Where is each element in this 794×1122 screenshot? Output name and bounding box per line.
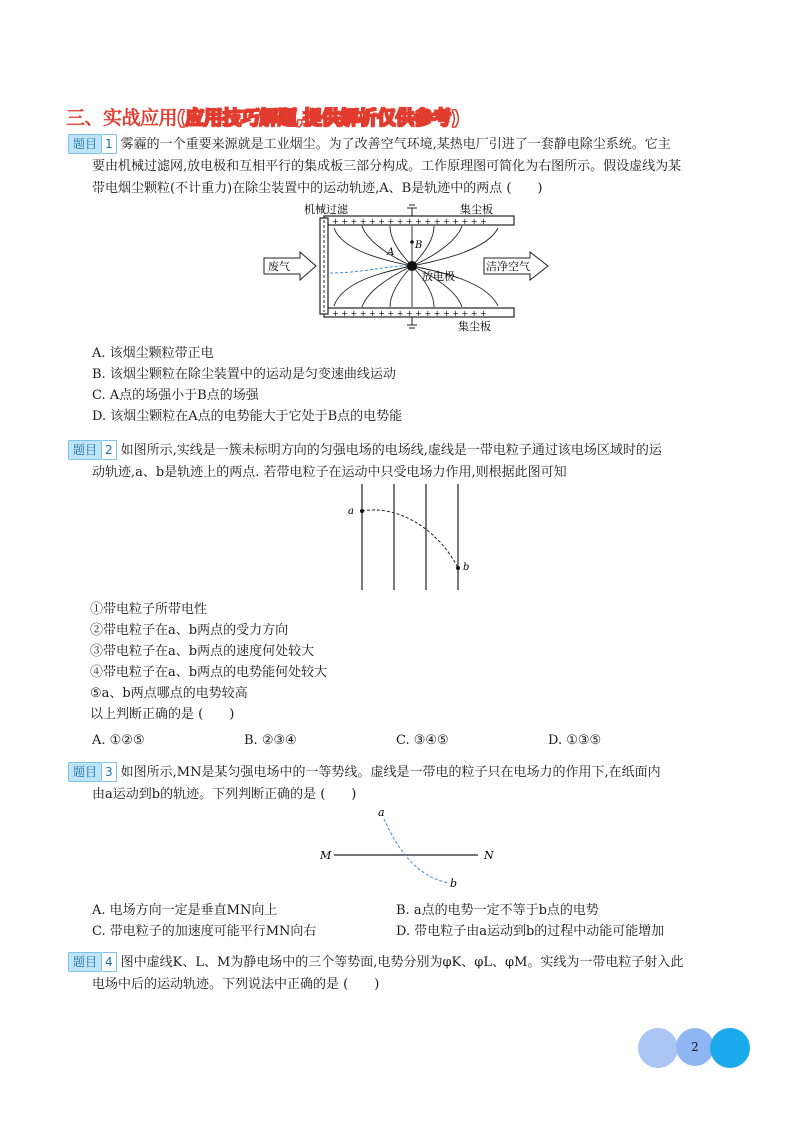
question-tag: 题目: [68, 440, 102, 460]
q1-figure-dust-collector: [262, 200, 552, 335]
q1-options: [92, 342, 402, 426]
q1-line-1: 雾霾的一个重要来源就是工业烟尘。为了改善空气环境,某热电厂引进了一套静电除尘系统。它主: [120, 137, 671, 152]
svg-text:+ + + + + + + + + + + + + + +: + + + + + + + + + + + + + + + + +: [332, 309, 487, 318]
q2-item-5: ⑤a、b两点哪点的电势较高: [90, 686, 248, 701]
label-waste-gas: 废气: [268, 260, 290, 273]
question-tag: 题目: [68, 952, 102, 972]
q1-option-b[interactable]: B. 该烟尘颗粒在除尘装置中的运动是匀变速曲线运动: [92, 367, 396, 382]
discharge-electrode: [407, 261, 417, 271]
section-title-paren: (应用技巧解题,提供解析仅供参考): [177, 107, 460, 129]
page-deco-right: [710, 1028, 750, 1068]
q1-option-c[interactable]: C. A点的场强小于B点的场强: [92, 388, 259, 403]
q2-figure-field-lines: [340, 482, 470, 592]
question-4: [68, 952, 748, 995]
q2-item-1: ①带电粒子所带电性: [90, 602, 208, 617]
q3-option-c[interactable]: C. 带电粒子的加速度可能平行MN向右: [92, 924, 317, 939]
q3-option-d[interactable]: D. 带电粒子由a运动到b的过程中动能可能增加: [396, 924, 665, 939]
q2-items: [90, 598, 327, 724]
q3-line-1: 如图所示,MN是某匀强电场中的一等势线。虚线是一带电的粒子只在电场力的作用下,在纸面内: [120, 765, 661, 780]
page-number-text: 2: [691, 1040, 699, 1054]
label-collector-top: 集尘板: [460, 203, 493, 216]
question-2: [68, 440, 748, 483]
point-b: [456, 566, 460, 570]
q3-line-2: 由a运动到b的轨迹。下列判断正确的是 ( ): [92, 787, 357, 802]
question-3: [68, 762, 748, 805]
page-deco-left: [638, 1028, 678, 1068]
question-1: [68, 134, 748, 199]
q4-line-2: 电场中后的运动轨迹。下列说法中正确的是 ( ): [92, 977, 380, 992]
question-number: 2: [102, 440, 117, 460]
q2-prompt: 以上判断正确的是 ( ): [90, 707, 235, 722]
label-collector-bottom: 集尘板: [458, 320, 491, 333]
question-tag: 题目: [68, 134, 102, 154]
particle-trajectory: [384, 819, 448, 883]
q4-line-1: 图中虚线K、L、M为静电场中的三个等势面,电势分别为φK、φL、φM。实线为一带电粒子射入此: [120, 955, 684, 970]
q2-line-2: 动轨迹,a、b是轨迹上的两点. 若带电粒子在运动中只受电场力作用,则根据此图可知: [92, 465, 567, 480]
particle-trajectory: [362, 510, 458, 568]
question-number: 4: [102, 952, 117, 972]
q2-option-d[interactable]: D. ①③⑤: [548, 733, 602, 748]
label-B: B: [415, 240, 423, 251]
q2-item-4: ④带电粒子在a、b两点的电势能何处较大: [90, 665, 328, 680]
label-b: b: [450, 877, 458, 890]
q1-option-d[interactable]: D. 该烟尘颗粒在A点的电势能大于它处于B点的电势能: [92, 409, 403, 424]
label-N: N: [484, 849, 494, 862]
label-a: a: [348, 506, 354, 517]
q2-line-1: 如图所示,实线是一簇未标明方向的匀强电场的电场线,虚线是一带电粒子通过该电场区域时的运: [120, 443, 662, 458]
q2-option-b[interactable]: B. ②③④: [244, 733, 297, 748]
q1-line-2: 要由机械过滤网,放电极和互相平行的集成板三部分构成。工作原理图可简化为右图所示。假设虚线为某: [92, 159, 682, 174]
q3-figure-equipotential: [318, 805, 498, 891]
q2-option-a[interactable]: A. ①②⑤: [92, 733, 145, 748]
page-number: [676, 1028, 714, 1066]
section-title-lead: 三、实战应用: [66, 107, 178, 129]
q2-item-3: ③带电粒子在a、b两点的速度何处较大: [90, 644, 315, 659]
question-tag: 题目: [68, 762, 102, 782]
section-title: [66, 103, 459, 130]
q1-line-3: 带电烟尘颗粒(不计重力)在除尘装置中的运动轨迹,A、B是轨迹中的两点 ( ): [92, 181, 543, 196]
label-A: A: [387, 247, 395, 258]
q3-option-a[interactable]: A. 电场方向一定是垂直MN向上: [92, 903, 278, 918]
q2-option-c[interactable]: C. ③④⑤: [396, 733, 449, 748]
label-a: a: [378, 806, 385, 819]
label-electrode: 放电极: [422, 270, 455, 283]
question-number: 3: [102, 762, 117, 782]
label-b: b: [463, 562, 470, 573]
q1-option-a[interactable]: A. 该烟尘颗粒带正电: [92, 346, 214, 361]
label-filter: 机械过滤: [304, 203, 348, 216]
q2-item-2: ②带电粒子在a、b两点的受力方向: [90, 623, 289, 638]
q3-option-b[interactable]: B. a点的电势一定不等于b点的电势: [396, 903, 599, 918]
label-clean-air: 洁净空气: [486, 260, 530, 273]
point-a: [360, 509, 364, 513]
question-number: 1: [102, 134, 117, 154]
label-M: M: [320, 849, 332, 862]
plate-plus-row: + + + + + + + + + + + + + + + + +: [332, 217, 487, 226]
